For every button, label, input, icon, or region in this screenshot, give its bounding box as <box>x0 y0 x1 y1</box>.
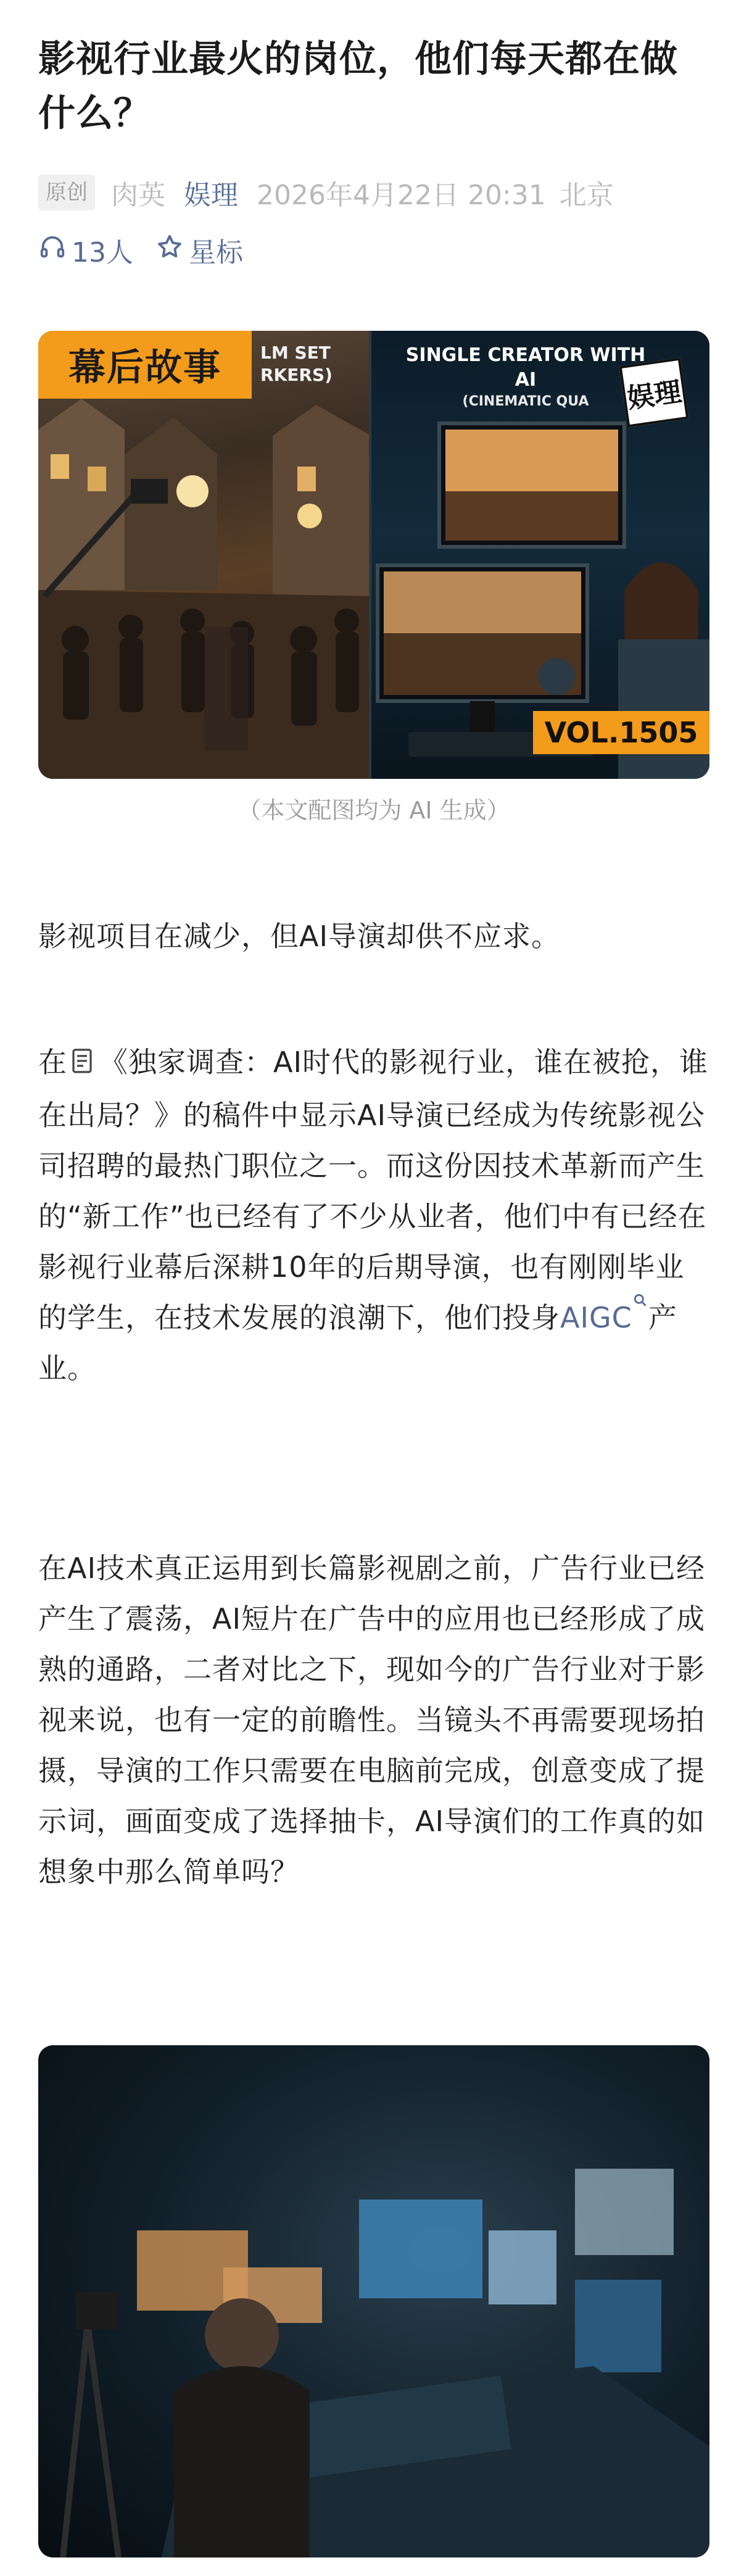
paragraph-2-start: 在 <box>38 1045 67 1079</box>
hero-image[interactable] <box>38 331 709 779</box>
paragraph-2 <box>38 1037 709 1394</box>
account-name-link[interactable]: 娱理 <box>184 180 238 211</box>
aigc-keyword-link[interactable] <box>560 1301 648 1334</box>
volume-badge: VOL.1505 <box>533 711 709 754</box>
author-name: 肉英 <box>111 180 165 211</box>
search-icon <box>632 1301 648 1334</box>
left-caption <box>260 342 333 386</box>
behind-the-scenes-badge: 幕后故事 <box>38 331 252 399</box>
left-caption-line1: LM SET <box>260 343 331 363</box>
film-set-scene <box>38 331 371 779</box>
aigc-keyword: AIGC <box>560 1301 632 1334</box>
left-caption-line2: RKERS) <box>260 365 333 385</box>
article-actions <box>38 225 709 275</box>
listen-button[interactable] <box>38 230 133 270</box>
publish-location: 北京 <box>559 180 614 211</box>
article-meta <box>38 168 709 217</box>
star-label: 星标 <box>189 237 243 268</box>
paragraph-2-end: 产业。 <box>38 1301 677 1385</box>
right-caption-line1: SINGLE CREATOR WITH AI <box>405 344 646 391</box>
ai-director-image[interactable] <box>38 2045 709 2557</box>
original-badge: 原创 <box>38 175 95 210</box>
related-article-title[interactable]: 《独家调查：AI时代的影视行业，谁在被抢，谁在出局？》 <box>38 1045 709 1132</box>
listen-count: 13人 <box>72 237 133 268</box>
brand-logo: 娱理 <box>619 358 689 428</box>
right-caption <box>396 343 655 411</box>
paragraph-2-body: 的稿件中显示AI导演已经成为传统影视公司招聘的最热门职位之一。而这份因技术革新而产生的“新工作”也已经有了不少从业者，他们中有已经在影视行业幕后深耕10年的后期导演，也有刚刚毕业的学生，在技术发展的浪潮下，他们投身 <box>38 1099 707 1334</box>
paragraph-3: 在AI技术真正运用到长篇影视剧之前，广告行业已经产生了震荡，AI短片在广告中的应用也已经形成了成熟的通路，二者对比之下，现如今的广告行业对于影视来说，也有一定的前瞻性。当镜头不再需要现场拍摄，导演的工作只需要在电脑前完成，创意变成了提示词，画面变成了选择抽卡，AI导演们的工作真的如想象中那么简单吗？ <box>38 1552 706 1888</box>
image-caption: （本文配图均为 AI 生成） <box>238 797 510 824</box>
article-title: 影视行业最火的岗位，他们每天都在做什么？ <box>38 38 678 135</box>
star-button[interactable] <box>155 230 243 270</box>
paragraph-1: 影视项目在减少，但AI导演却供不应求。 <box>38 920 561 953</box>
headphones-icon <box>38 233 72 268</box>
star-icon <box>155 233 189 268</box>
document-icon <box>70 1039 94 1090</box>
ai-creator-scene <box>371 331 709 779</box>
publish-date: 2026年4月22日 20:31 <box>257 180 546 211</box>
right-caption-line2: (CINEMATIC QUA <box>462 394 589 409</box>
